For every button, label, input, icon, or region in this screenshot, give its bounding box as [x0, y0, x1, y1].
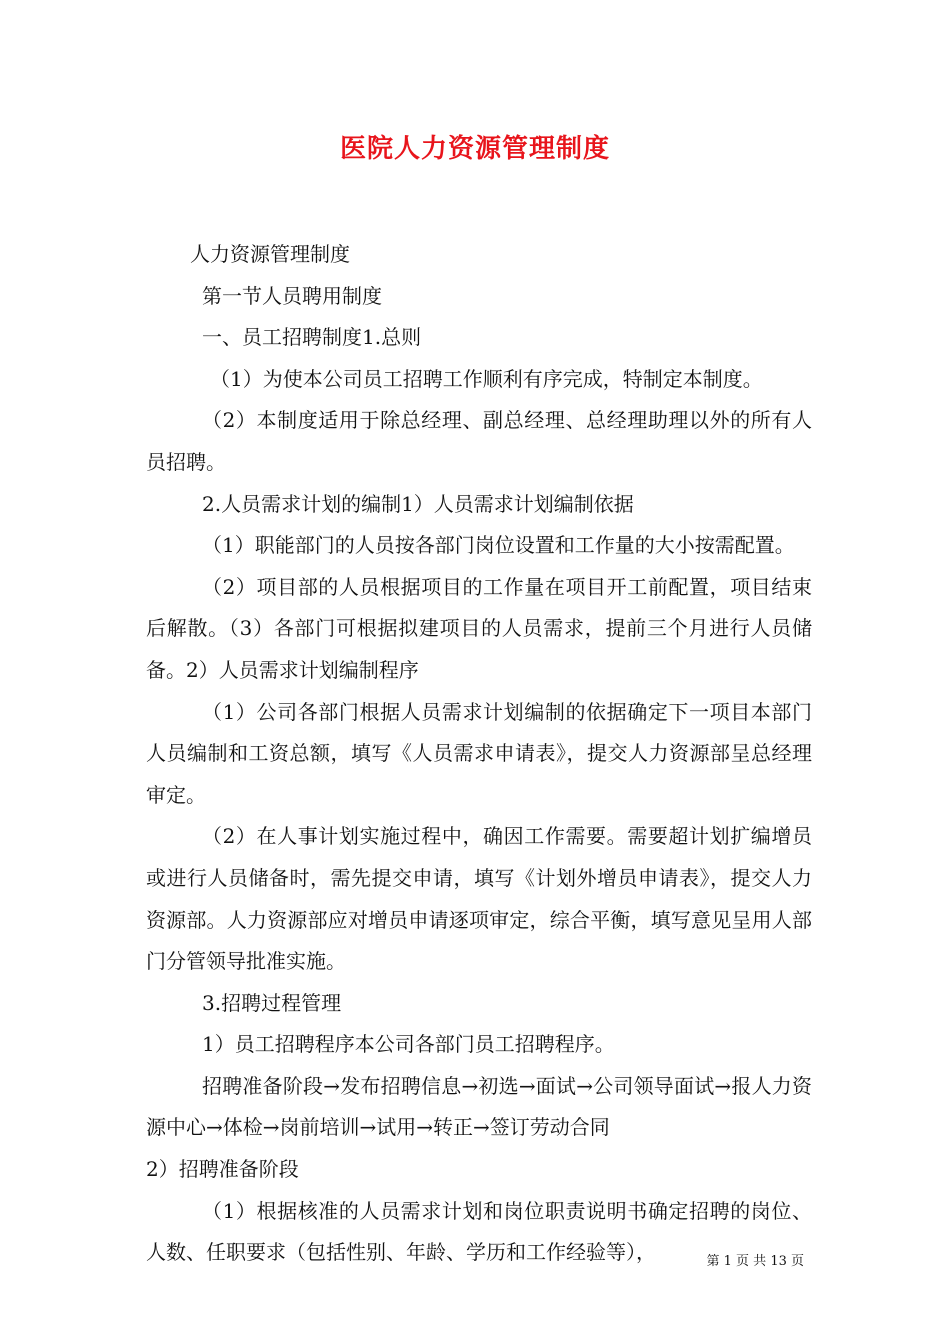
paragraph: 3.招聘过程管理	[202, 990, 342, 1015]
paragraph: （1）职能部门的人员按各部门岗位设置和工作量的大小按需配置。	[202, 533, 795, 558]
paragraph: 1）员工招聘程序本公司各部门员工招聘程序。	[202, 1032, 615, 1057]
paragraph: （1）为使本公司员工招聘工作顺利有序完成，特制定本制度。	[210, 366, 763, 391]
document-title: 医院人力资源管理制度	[339, 134, 610, 164]
page-number: 第 1 页 共 13 页	[706, 1254, 804, 1269]
paragraph: （2）项目部的人员根据项目的工作量在项目开工前配置，项目结束后解散。（3）各部门可根据拟建项目的人员需求，提前三个月进行人员储备。2）人员需求计划编制程序	[146, 574, 812, 682]
paragraph-section: 第一节人员聘用制度	[202, 283, 382, 308]
paragraph: （2）本制度适用于除总经理、副总经理、总经理助理以外的所有人员招聘。	[146, 408, 812, 474]
paragraph: 招聘准备阶段→发布招聘信息→初选→面试→公司领导面试→报人力资源中心→体检→岗前培训→试用→转正→签订劳动合同	[146, 1073, 812, 1140]
paragraph: （1）公司各部门根据人员需求计划编制的依据确定下一项目本部门人员编制和工资总额，填写《人员需求申请表》，提交人力资源部呈总经理审定。	[146, 699, 812, 807]
paragraph: 2.人员需求计划的编制1）人员需求计划编制依据	[202, 491, 634, 516]
paragraph: （2）在人事计划实施过程中，确因工作需要。需要超计划扩编增员或进行人员储备时，需先提交申请，填写《计划外增员申请表》，提交人力资源部。人力资源部应对增员申请逐项审定，综合平衡，填写意见呈用人部门分管领导批准实施。	[146, 824, 812, 974]
document-body	[146, 234, 812, 1274]
paragraph-subsection: 一、员工招聘制度1.总则	[202, 325, 422, 350]
paragraph: 2）招聘准备阶段	[146, 1157, 299, 1182]
paragraph-heading: 人力资源管理制度	[190, 242, 350, 266]
paragraph: （1）根据核准的人员需求计划和岗位职责说明书确定招聘的岗位、人数、任职要求（包括性别、年龄、学历和工作经验等），	[146, 1198, 812, 1265]
